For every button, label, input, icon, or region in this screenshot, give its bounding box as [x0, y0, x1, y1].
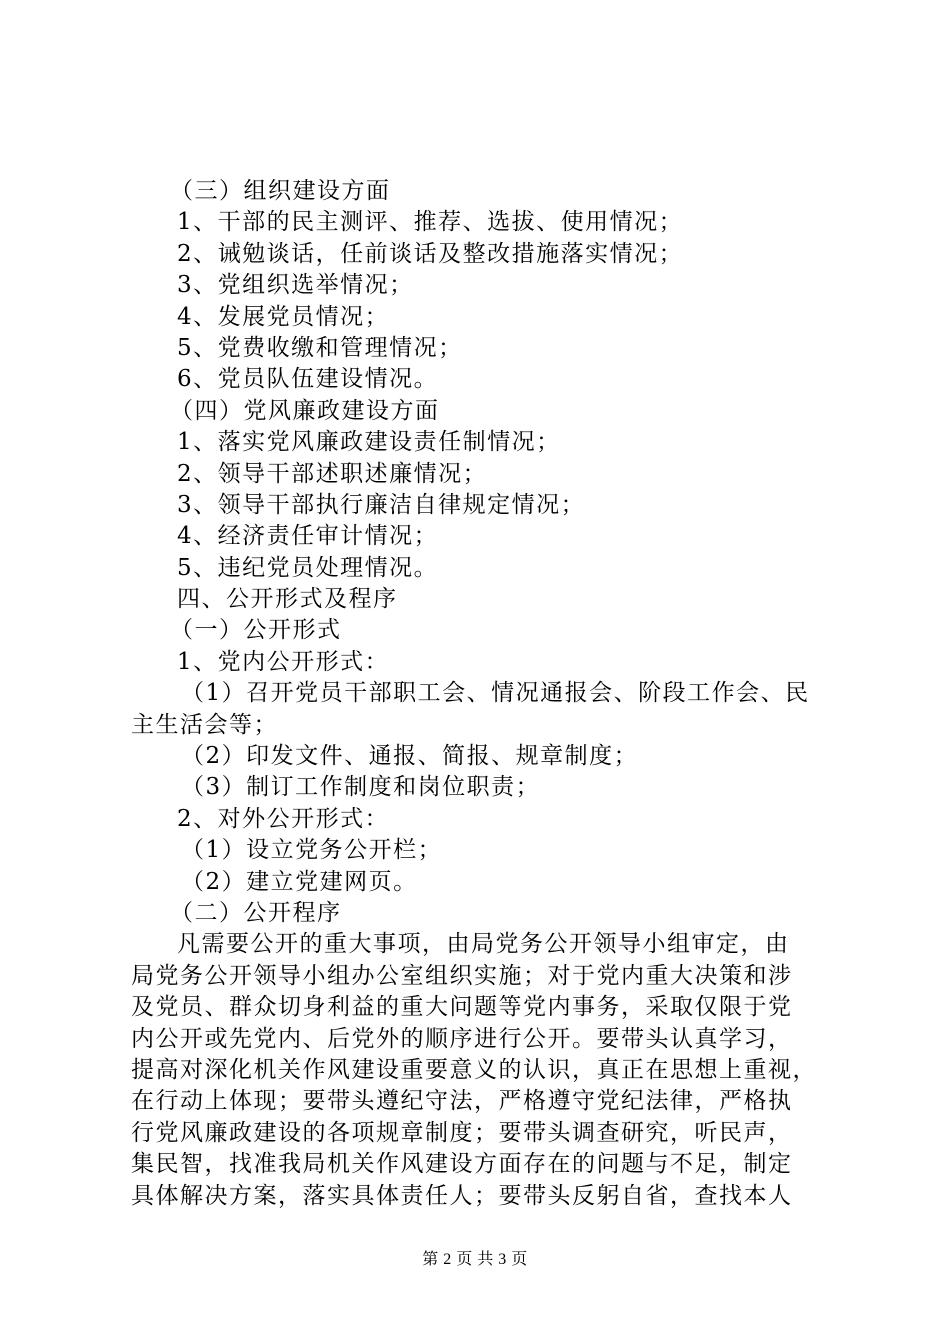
section-heading-forms-procedures: 四、公开形式及程序 — [177, 586, 398, 613]
paragraph-line: 集民智，找准我局机关作风建设方面存在的问题与不足，制定 — [131, 1151, 793, 1178]
paragraph-line: 行党风廉政建设的各项规章制度；要带头调查研究，听民声， — [131, 1119, 793, 1146]
list-item: （3）制订工作制度和岗位职责； — [181, 774, 541, 801]
list-item: （2）建立党建网页。 — [181, 868, 418, 895]
paragraph-line: 及党员、群众切身利益的重大问题等党内事务，采取仅限于党 — [131, 994, 793, 1021]
list-item-continuation: 主生活会等； — [131, 711, 278, 738]
section-heading-integrity: （四）党风廉政建设方面 — [170, 397, 440, 424]
page-number-footer: 第 2 页 共 3 页 — [422, 1251, 528, 1268]
list-item: 1、干部的民主测评、推荐、选拔、使用情况； — [177, 209, 684, 236]
list-item: （1）召开党员干部职工会、情况通报会、阶段工作会、民 — [181, 680, 810, 707]
list-item: 3、党组织选举情况； — [177, 272, 414, 299]
list-item: 4、发展党员情况； — [177, 303, 390, 330]
paragraph-line: 凡需要公开的重大事项，由局党务公开领导小组审定，由 — [177, 931, 790, 958]
list-item: 6、党员队伍建设情况。 — [177, 366, 439, 393]
paragraph-line: 内公开或先党内、后党外的顺序进行公开。要带头认真学习， — [131, 1025, 793, 1052]
list-item: 2、对外公开形式： — [177, 805, 390, 832]
subsection-heading-procedure: （二）公开程序 — [170, 899, 342, 926]
list-item: 5、党费收缴和管理情况； — [177, 334, 463, 361]
paragraph-line: 在行动上体现；要带头遵纪守法，严格遵守党纪法律，严格执 — [131, 1088, 793, 1115]
paragraph-line: 具体解决方案，落实具体责任人；要带头反躬自省，查找本人 — [131, 1182, 793, 1209]
list-item: 1、落实党风廉政建设责任制情况； — [177, 429, 561, 456]
paragraph-line: 局党务公开领导小组办公室组织实施；对于党内重大决策和涉 — [131, 962, 793, 989]
list-item: 1、党内公开形式： — [177, 648, 390, 675]
subsection-heading-forms: （一）公开形式 — [170, 617, 342, 644]
list-item: 2、诫勉谈话，任前谈话及整改措施落实情况； — [177, 240, 684, 267]
list-item: 2、领导干部述职述廉情况； — [177, 460, 488, 487]
list-item: （1）设立党务公开栏； — [181, 837, 443, 864]
section-heading-organization: （三）组织建设方面 — [170, 178, 391, 204]
list-item: 4、经济责任审计情况； — [177, 523, 439, 550]
paragraph-line: 提高对深化机关作风建设重要意义的认识，真正在思想上重视， — [131, 1056, 817, 1083]
list-item: （2）印发文件、通报、简报、规章制度； — [181, 743, 639, 770]
list-item: 3、领导干部执行廉洁自律规定情况； — [177, 491, 586, 518]
document-body — [131, 176, 846, 1212]
list-item: 5、违纪党员处理情况。 — [177, 554, 439, 581]
